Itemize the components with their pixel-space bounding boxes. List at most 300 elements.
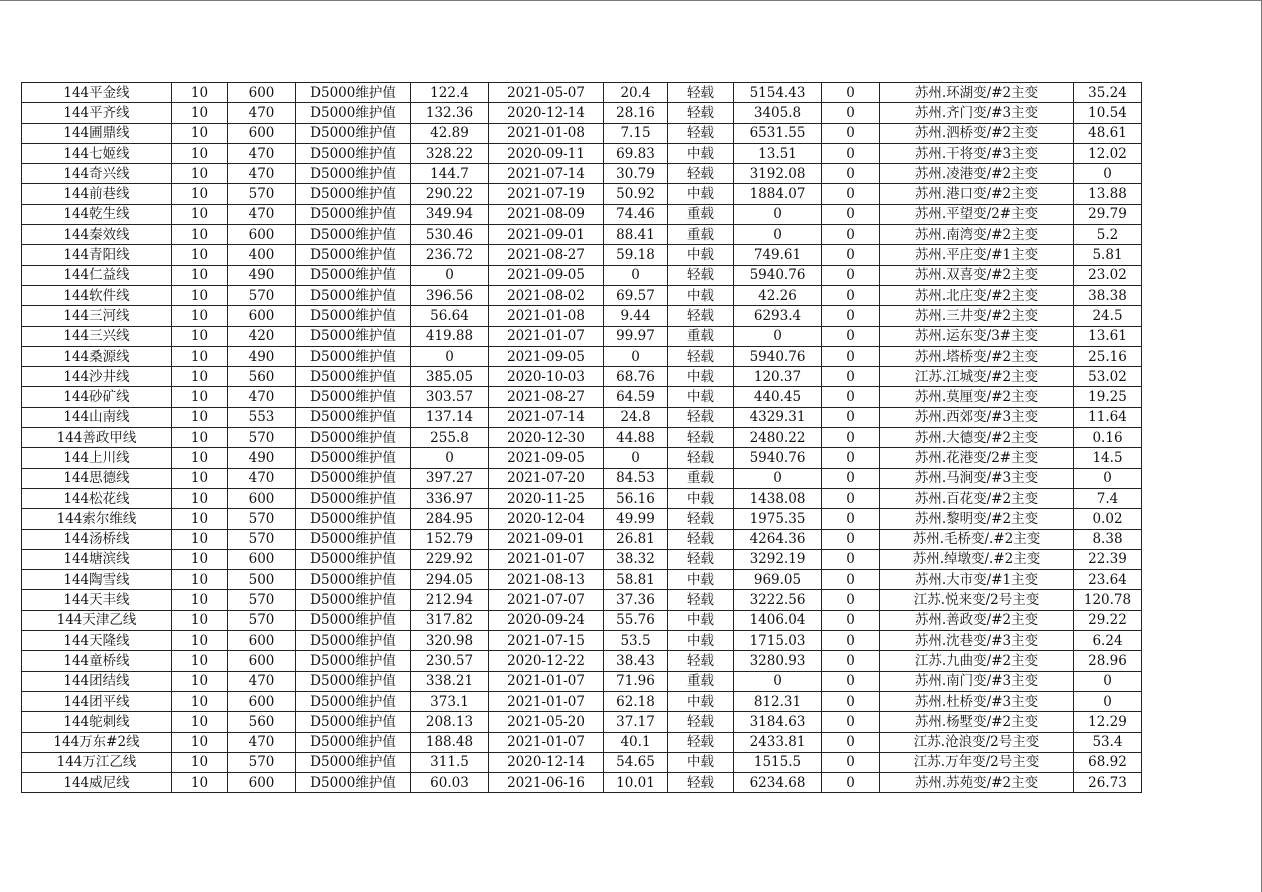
cell-rated-current: 470 (228, 732, 296, 752)
cell-spare-capacity: 3405.8 (734, 103, 822, 123)
cell-data-source: D5000维护值 (296, 428, 411, 448)
cell-load-status: 轻载 (668, 549, 734, 569)
cell-spare-capacity: 1438.08 (734, 488, 822, 508)
cell-current-value: 397.27 (411, 468, 489, 488)
cell-spare-capacity: 0 (734, 671, 822, 691)
cell-date: 2021-01-07 (489, 691, 604, 711)
cell-substation-transformer: 江苏.九曲变/#2主变 (880, 651, 1074, 671)
table-row (22, 103, 1142, 123)
cell-rated-current: 470 (228, 143, 296, 163)
cell-voltage: 10 (172, 448, 228, 468)
cell-flag: 0 (822, 610, 880, 630)
cell-date: 2021-01-07 (489, 671, 604, 691)
cell-line-name: 144陶雪线 (22, 570, 172, 590)
cell-transformer-load: 53.4 (1074, 732, 1142, 752)
cell-voltage: 10 (172, 631, 228, 651)
cell-date: 2021-07-20 (489, 468, 604, 488)
cell-flag: 0 (822, 691, 880, 711)
cell-spare-capacity: 0 (734, 204, 822, 224)
cell-flag: 0 (822, 509, 880, 529)
cell-rated-current: 600 (228, 306, 296, 326)
cell-data-source: D5000维护值 (296, 691, 411, 711)
cell-load-rate: 71.96 (604, 671, 668, 691)
cell-transformer-load: 5.2 (1074, 225, 1142, 245)
table-row (22, 448, 1142, 468)
cell-line-name: 144平金线 (22, 83, 172, 103)
cell-date: 2020-09-24 (489, 610, 604, 630)
cell-load-status: 重载 (668, 204, 734, 224)
cell-flag: 0 (822, 387, 880, 407)
cell-load-rate: 88.41 (604, 225, 668, 245)
cell-data-source: D5000维护值 (296, 570, 411, 590)
cell-voltage: 10 (172, 651, 228, 671)
cell-voltage: 10 (172, 590, 228, 610)
cell-rated-current: 600 (228, 123, 296, 143)
cell-current-value: 385.05 (411, 367, 489, 387)
cell-substation-transformer: 苏州.三井变/#2主变 (880, 306, 1074, 326)
cell-substation-transformer: 苏州.苏苑变/#2主变 (880, 773, 1074, 793)
cell-line-name: 144桑源线 (22, 346, 172, 366)
cell-flag: 0 (822, 529, 880, 549)
cell-flag: 0 (822, 326, 880, 346)
cell-voltage: 10 (172, 306, 228, 326)
cell-transformer-load: 22.39 (1074, 549, 1142, 569)
cell-date: 2021-08-02 (489, 285, 604, 305)
cell-transformer-load: 29.22 (1074, 610, 1142, 630)
table-row (22, 428, 1142, 448)
cell-voltage: 10 (172, 285, 228, 305)
cell-spare-capacity: 3292.19 (734, 549, 822, 569)
cell-transformer-load: 7.4 (1074, 488, 1142, 508)
cell-transformer-load: 68.92 (1074, 752, 1142, 772)
cell-current-value: 320.98 (411, 631, 489, 651)
table-row (22, 671, 1142, 691)
cell-rated-current: 600 (228, 631, 296, 651)
cell-date: 2021-01-07 (489, 732, 604, 752)
table-row (22, 143, 1142, 163)
cell-load-rate: 30.79 (604, 164, 668, 184)
cell-date: 2021-07-14 (489, 164, 604, 184)
cell-voltage: 10 (172, 245, 228, 265)
cell-load-status: 中载 (668, 143, 734, 163)
cell-flag: 0 (822, 428, 880, 448)
table-row (22, 752, 1142, 772)
cell-transformer-load: 120.78 (1074, 590, 1142, 610)
cell-load-status: 轻载 (668, 83, 734, 103)
table-row (22, 225, 1142, 245)
cell-substation-transformer: 苏州.干将变/#3主变 (880, 143, 1074, 163)
cell-data-source: D5000维护值 (296, 448, 411, 468)
cell-data-source: D5000维护值 (296, 143, 411, 163)
cell-voltage: 10 (172, 529, 228, 549)
cell-load-status: 轻载 (668, 265, 734, 285)
cell-line-name: 144团平线 (22, 691, 172, 711)
cell-spare-capacity: 3184.63 (734, 712, 822, 732)
cell-load-rate: 44.88 (604, 428, 668, 448)
table-row (22, 691, 1142, 711)
cell-transformer-load: 14.5 (1074, 448, 1142, 468)
cell-flag: 0 (822, 570, 880, 590)
table-row (22, 123, 1142, 143)
cell-load-status: 轻载 (668, 529, 734, 549)
cell-line-name: 144天丰线 (22, 590, 172, 610)
cell-spare-capacity: 749.61 (734, 245, 822, 265)
table-row (22, 529, 1142, 549)
cell-voltage: 10 (172, 488, 228, 508)
cell-transformer-load: 38.38 (1074, 285, 1142, 305)
cell-current-value: 328.22 (411, 143, 489, 163)
cell-line-name: 144平齐线 (22, 103, 172, 123)
cell-data-source: D5000维护值 (296, 326, 411, 346)
table-row (22, 164, 1142, 184)
cell-current-value: 336.97 (411, 488, 489, 508)
cell-current-value: 152.79 (411, 529, 489, 549)
cell-load-status: 轻载 (668, 306, 734, 326)
cell-rated-current: 420 (228, 326, 296, 346)
cell-date: 2020-09-11 (489, 143, 604, 163)
cell-substation-transformer: 江苏.沧浪变/2号主变 (880, 732, 1074, 752)
cell-load-rate: 50.92 (604, 184, 668, 204)
cell-substation-transformer: 江苏.悦来变/2号主变 (880, 590, 1074, 610)
cell-voltage: 10 (172, 712, 228, 732)
cell-spare-capacity: 4329.31 (734, 407, 822, 427)
cell-load-status: 中载 (668, 387, 734, 407)
cell-data-source: D5000维护值 (296, 712, 411, 732)
cell-voltage: 10 (172, 752, 228, 772)
cell-current-value: 396.56 (411, 285, 489, 305)
cell-substation-transformer: 苏州.南门变/#3主变 (880, 671, 1074, 691)
cell-spare-capacity: 3280.93 (734, 651, 822, 671)
cell-load-status: 轻载 (668, 590, 734, 610)
table-row (22, 306, 1142, 326)
cell-data-source: D5000维护值 (296, 184, 411, 204)
cell-load-rate: 68.76 (604, 367, 668, 387)
cell-transformer-load: 0.16 (1074, 428, 1142, 448)
cell-date: 2020-12-22 (489, 651, 604, 671)
cell-data-source: D5000维护值 (296, 407, 411, 427)
cell-substation-transformer: 江苏.万年变/2号主变 (880, 752, 1074, 772)
cell-spare-capacity: 2433.81 (734, 732, 822, 752)
cell-load-rate: 0 (604, 346, 668, 366)
cell-current-value: 122.4 (411, 83, 489, 103)
cell-spare-capacity: 1715.03 (734, 631, 822, 651)
cell-data-source: D5000维护值 (296, 752, 411, 772)
cell-load-status: 轻载 (668, 651, 734, 671)
table-row (22, 732, 1142, 752)
cell-date: 2021-01-08 (489, 123, 604, 143)
table-row (22, 346, 1142, 366)
table-row (22, 549, 1142, 569)
cell-current-value: 236.72 (411, 245, 489, 265)
cell-line-name: 144威尼线 (22, 773, 172, 793)
cell-line-name: 144塘滨线 (22, 549, 172, 569)
table-row (22, 488, 1142, 508)
cell-voltage: 10 (172, 184, 228, 204)
cell-rated-current: 470 (228, 103, 296, 123)
cell-data-source: D5000维护值 (296, 732, 411, 752)
cell-rated-current: 400 (228, 245, 296, 265)
cell-voltage: 10 (172, 428, 228, 448)
cell-substation-transformer: 苏州.杨墅变/#2主变 (880, 712, 1074, 732)
cell-data-source: D5000维护值 (296, 306, 411, 326)
feeder-load-table (21, 82, 1142, 793)
cell-line-name: 144索尔维线 (22, 509, 172, 529)
cell-current-value: 303.57 (411, 387, 489, 407)
cell-data-source: D5000维护值 (296, 509, 411, 529)
cell-flag: 0 (822, 773, 880, 793)
cell-spare-capacity: 0 (734, 326, 822, 346)
cell-voltage: 10 (172, 549, 228, 569)
cell-load-status: 中载 (668, 570, 734, 590)
table-row (22, 326, 1142, 346)
cell-rated-current: 570 (228, 610, 296, 630)
cell-spare-capacity: 1884.07 (734, 184, 822, 204)
cell-current-value: 294.05 (411, 570, 489, 590)
cell-load-rate: 49.99 (604, 509, 668, 529)
cell-transformer-load: 0.02 (1074, 509, 1142, 529)
cell-transformer-load: 23.64 (1074, 570, 1142, 590)
cell-transformer-load: 23.02 (1074, 265, 1142, 285)
cell-data-source: D5000维护值 (296, 367, 411, 387)
cell-load-rate: 38.32 (604, 549, 668, 569)
cell-date: 2020-10-03 (489, 367, 604, 387)
cell-rated-current: 600 (228, 549, 296, 569)
cell-rated-current: 600 (228, 773, 296, 793)
cell-line-name: 144七姬线 (22, 143, 172, 163)
cell-voltage: 10 (172, 143, 228, 163)
cell-substation-transformer: 苏州.环湖变/#2主变 (880, 83, 1074, 103)
cell-line-name: 144善政甲线 (22, 428, 172, 448)
cell-load-status: 轻载 (668, 164, 734, 184)
cell-load-status: 轻载 (668, 407, 734, 427)
cell-flag: 0 (822, 346, 880, 366)
cell-date: 2020-12-14 (489, 752, 604, 772)
cell-transformer-load: 12.29 (1074, 712, 1142, 732)
cell-rated-current: 600 (228, 83, 296, 103)
cell-load-rate: 69.57 (604, 285, 668, 305)
cell-current-value: 311.5 (411, 752, 489, 772)
cell-voltage: 10 (172, 225, 228, 245)
cell-date: 2021-01-07 (489, 326, 604, 346)
cell-line-name: 144砂矿线 (22, 387, 172, 407)
cell-voltage: 10 (172, 326, 228, 346)
cell-current-value: 317.82 (411, 610, 489, 630)
cell-rated-current: 490 (228, 265, 296, 285)
cell-flag: 0 (822, 631, 880, 651)
cell-data-source: D5000维护值 (296, 245, 411, 265)
cell-line-name: 144万江乙线 (22, 752, 172, 772)
cell-line-name: 144沙井线 (22, 367, 172, 387)
cell-voltage: 10 (172, 468, 228, 488)
table-row (22, 285, 1142, 305)
cell-rated-current: 470 (228, 164, 296, 184)
cell-current-value: 212.94 (411, 590, 489, 610)
cell-voltage: 10 (172, 103, 228, 123)
cell-rated-current: 600 (228, 691, 296, 711)
cell-substation-transformer: 苏州.西郊变/#3主变 (880, 407, 1074, 427)
cell-flag: 0 (822, 590, 880, 610)
table-body (22, 83, 1142, 793)
cell-voltage: 10 (172, 407, 228, 427)
cell-flag: 0 (822, 123, 880, 143)
cell-load-status: 轻载 (668, 123, 734, 143)
cell-load-rate: 74.46 (604, 204, 668, 224)
cell-line-name: 144上川线 (22, 448, 172, 468)
cell-load-status: 中载 (668, 367, 734, 387)
cell-current-value: 42.89 (411, 123, 489, 143)
cell-data-source: D5000维护值 (296, 631, 411, 651)
cell-line-name: 144鸵刺线 (22, 712, 172, 732)
cell-load-rate: 24.8 (604, 407, 668, 427)
cell-load-rate: 84.53 (604, 468, 668, 488)
cell-load-rate: 7.15 (604, 123, 668, 143)
cell-transformer-load: 11.64 (1074, 407, 1142, 427)
cell-flag: 0 (822, 549, 880, 569)
cell-rated-current: 570 (228, 428, 296, 448)
cell-date: 2021-05-20 (489, 712, 604, 732)
table-row (22, 265, 1142, 285)
cell-line-name: 144三河线 (22, 306, 172, 326)
cell-voltage: 10 (172, 610, 228, 630)
cell-data-source: D5000维护值 (296, 529, 411, 549)
cell-load-status: 重载 (668, 225, 734, 245)
cell-spare-capacity: 1975.35 (734, 509, 822, 529)
cell-rated-current: 600 (228, 488, 296, 508)
cell-transformer-load: 24.5 (1074, 306, 1142, 326)
cell-load-rate: 99.97 (604, 326, 668, 346)
cell-flag: 0 (822, 752, 880, 772)
cell-data-source: D5000维护值 (296, 651, 411, 671)
cell-data-source: D5000维护值 (296, 265, 411, 285)
table-row (22, 83, 1142, 103)
cell-transformer-load: 0 (1074, 164, 1142, 184)
cell-load-rate: 37.36 (604, 590, 668, 610)
cell-substation-transformer: 苏州.双喜变/#2主变 (880, 265, 1074, 285)
cell-line-name: 144松花线 (22, 488, 172, 508)
cell-load-status: 重载 (668, 671, 734, 691)
cell-spare-capacity: 6531.55 (734, 123, 822, 143)
table-row (22, 387, 1142, 407)
cell-rated-current: 570 (228, 529, 296, 549)
cell-current-value: 284.95 (411, 509, 489, 529)
cell-date: 2020-12-30 (489, 428, 604, 448)
cell-load-rate: 28.16 (604, 103, 668, 123)
cell-transformer-load: 6.24 (1074, 631, 1142, 651)
cell-current-value: 208.13 (411, 712, 489, 732)
cell-load-status: 中载 (668, 184, 734, 204)
cell-load-rate: 64.59 (604, 387, 668, 407)
cell-line-name: 144团结线 (22, 671, 172, 691)
cell-load-status: 轻载 (668, 732, 734, 752)
cell-current-value: 132.36 (411, 103, 489, 123)
cell-date: 2021-09-05 (489, 448, 604, 468)
cell-substation-transformer: 苏州.大德变/#2主变 (880, 428, 1074, 448)
cell-spare-capacity: 13.51 (734, 143, 822, 163)
table-row (22, 204, 1142, 224)
cell-transformer-load: 0 (1074, 468, 1142, 488)
cell-spare-capacity: 1406.04 (734, 610, 822, 630)
cell-date: 2020-11-25 (489, 488, 604, 508)
cell-flag: 0 (822, 448, 880, 468)
cell-spare-capacity: 120.37 (734, 367, 822, 387)
cell-rated-current: 470 (228, 204, 296, 224)
cell-flag: 0 (822, 265, 880, 285)
cell-current-value: 338.21 (411, 671, 489, 691)
cell-flag: 0 (822, 468, 880, 488)
cell-flag: 0 (822, 306, 880, 326)
cell-current-value: 373.1 (411, 691, 489, 711)
cell-spare-capacity: 5154.43 (734, 83, 822, 103)
cell-voltage: 10 (172, 367, 228, 387)
cell-data-source: D5000维护值 (296, 123, 411, 143)
cell-flag: 0 (822, 488, 880, 508)
cell-spare-capacity: 2480.22 (734, 428, 822, 448)
table-row (22, 468, 1142, 488)
cell-spare-capacity: 42.26 (734, 285, 822, 305)
cell-flag: 0 (822, 407, 880, 427)
cell-voltage: 10 (172, 265, 228, 285)
cell-line-name: 144前巷线 (22, 184, 172, 204)
cell-load-status: 重载 (668, 468, 734, 488)
cell-line-name: 144奇兴线 (22, 164, 172, 184)
cell-flag: 0 (822, 83, 880, 103)
page-top-edge (0, 0, 1262, 1)
cell-transformer-load: 5.81 (1074, 245, 1142, 265)
cell-rated-current: 470 (228, 468, 296, 488)
cell-data-source: D5000维护值 (296, 773, 411, 793)
cell-date: 2021-08-13 (489, 570, 604, 590)
cell-current-value: 144.7 (411, 164, 489, 184)
cell-spare-capacity: 6293.4 (734, 306, 822, 326)
cell-data-source: D5000维护值 (296, 671, 411, 691)
cell-current-value: 0 (411, 265, 489, 285)
cell-voltage: 10 (172, 204, 228, 224)
table-row (22, 610, 1142, 630)
cell-substation-transformer: 苏州.花港变/2#主变 (880, 448, 1074, 468)
cell-flag: 0 (822, 164, 880, 184)
cell-date: 2021-09-01 (489, 225, 604, 245)
cell-transformer-load: 53.02 (1074, 367, 1142, 387)
cell-line-name: 144圃鼎线 (22, 123, 172, 143)
cell-date: 2021-01-08 (489, 306, 604, 326)
cell-load-status: 中载 (668, 691, 734, 711)
cell-current-value: 137.14 (411, 407, 489, 427)
cell-substation-transformer: 苏州.南湾变/#2主变 (880, 225, 1074, 245)
cell-date: 2021-08-09 (489, 204, 604, 224)
table-row (22, 712, 1142, 732)
cell-date: 2021-08-27 (489, 387, 604, 407)
cell-flag: 0 (822, 651, 880, 671)
cell-load-rate: 55.76 (604, 610, 668, 630)
cell-current-value: 188.48 (411, 732, 489, 752)
cell-substation-transformer: 苏州.莫厘变/#2主变 (880, 387, 1074, 407)
cell-load-rate: 53.5 (604, 631, 668, 651)
cell-current-value: 530.46 (411, 225, 489, 245)
cell-flag: 0 (822, 225, 880, 245)
cell-load-rate: 37.17 (604, 712, 668, 732)
cell-load-rate: 9.44 (604, 306, 668, 326)
cell-line-name: 144汤桥线 (22, 529, 172, 549)
cell-date: 2021-07-07 (489, 590, 604, 610)
cell-data-source: D5000维护值 (296, 387, 411, 407)
cell-date: 2021-09-05 (489, 346, 604, 366)
cell-data-source: D5000维护值 (296, 468, 411, 488)
cell-spare-capacity: 4264.36 (734, 529, 822, 549)
cell-current-value: 0 (411, 346, 489, 366)
cell-flag: 0 (822, 204, 880, 224)
cell-transformer-load: 26.73 (1074, 773, 1142, 793)
cell-voltage: 10 (172, 671, 228, 691)
